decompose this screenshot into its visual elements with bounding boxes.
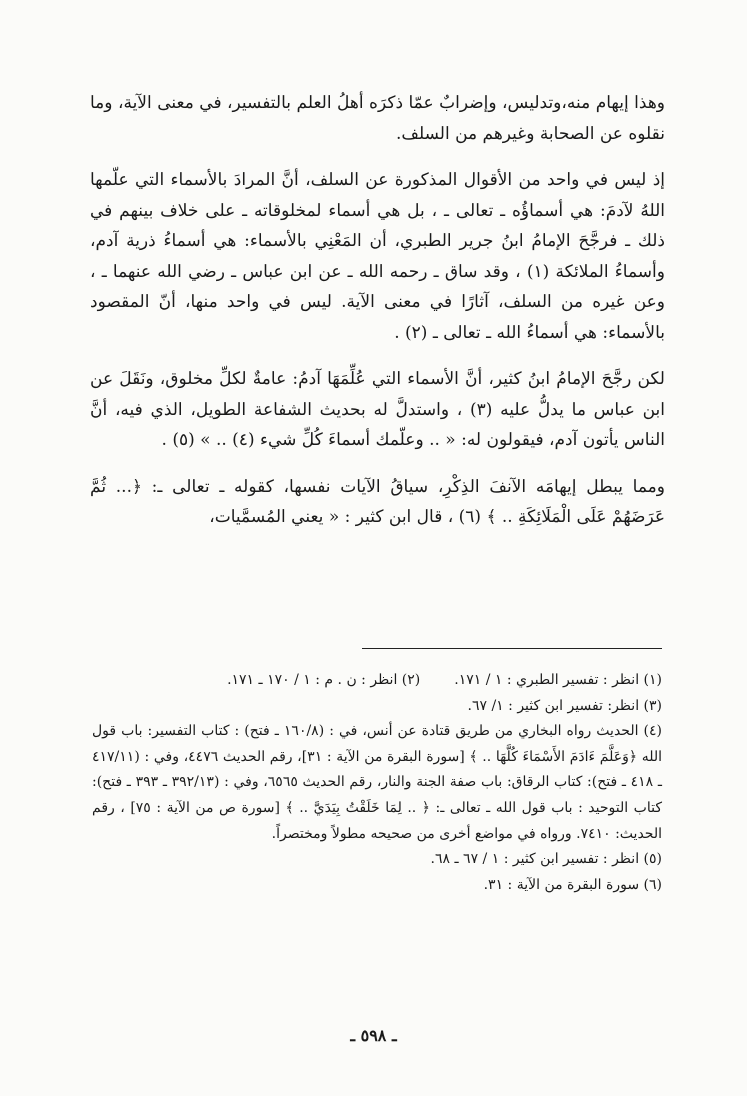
footnotes — [92, 668, 662, 898]
paragraph-1: وهذا إيهام منه،وتدليس، وإضرابٌ عمّا ذكرَه أهلُ العلم بالتفسير، في معنى الآية، وما نقلوه عن الصحابة وغيرهم من السلف. — [90, 93, 665, 144]
footnote-6: (٦) سورة البقرة من الآية : ٣١. — [483, 876, 662, 893]
footnote-5: (٥) انظر : تفسير ابن كثير : ١ / ٦٧ ـ ٦٨. — [430, 851, 662, 868]
page-number: ـ ٥٩٨ ـ — [350, 1026, 397, 1045]
footnote-row-1-2 — [92, 668, 662, 694]
footnote-divider — [362, 648, 662, 649]
footnote-2: (٢) انظر : ن . م : ١ / ١٧٠ ـ ١٧١. — [227, 672, 421, 688]
paragraph-4: ومما يبطل إيهامَه الآنفَ الذِكْرِ، سياقُ الآيات نفسها، كقوله ـ تعالى ـ: ﴿... ثُمَّ عَرَضَهُمْ عَلَى الْمَلَائِكَةِ .. ﴾ (٦) ، قال ابن كثير : « يعني المُسمَّيات، — [90, 476, 665, 527]
paragraph-3: لكن رجَّحَ الإمامُ ابنُ كثير، أنَّ الأسماء التي عُلِّمَهَا آدمُ: عامةٌ لكلِّ مخلوق، ونَقَلَ عن ابن عباس ما يدلُّ عليه (٣) ، واستدلَّ له بحديث الشفاعة الطويل، الذي فيه، أنَّ الناس يأتون آدم، فيقولون له: « .. وعلّمك أسماءَ كُلِّ شيء (٤) .. » (٥) . — [90, 369, 665, 450]
footnote-3: (٣) انظر: تفسير ابن كثير : ١/ ٦٧. — [467, 697, 662, 714]
footnote-1: (١) انظر : تفسير الطبري : ١ / ١٧١. — [454, 672, 662, 688]
footnote-4: (٤) الحديث رواه البخاري من طريق قتادة عن أنس، في : (١٦٠/٨ ـ فتح) : كتاب التفسير: باب قول الله ﴿وَعَلَّمَ ءَادَمَ الأَسْمَاءَ كُلَّهَا .. ﴾ [سورة البقرة من الآية : ٣١]، رقم الحديث ٤٤٧٦، وفي : (٤١٧/١١ ـ ٤١٨ ـ فتح): كتاب الرقاق: باب صفة الجنة والنار، رقم الحديث ٦٥٦٥، وفي : (٣٩٢/١٣ ـ ٣٩٣ ـ فتح): كتاب التوحيد : باب قول الله ـ تعالى ـ: ﴿ .. لِمَا خَلَقْتُ بِيَدَيَّ .. ﴾ [سورة ص من الآية : ٧٥] ، رقم الحديث: ٧٤١٠. ورواه في مواضع أخرى من صحيحه مطولاً ومختصراً. — [92, 723, 663, 842]
paragraph-2: إذ ليس في واحد من الأقوال المذكورة عن السلف، أنَّ المرادَ بالأسماء التي علّمها اللهُ لآدمَ: هي أسماؤُه ـ تعالى ـ ، بل هي أسماء لمخلوقاته ـ على خلاف بينهم في ذلك ـ فرجَّحَ الإمامُ ابنُ جرير الطبري، أن المَعْنِي بالأسماء: هي أسماءُ ذرية آدم، وأسماءُ الملائكة (١) ، وقد ساق ـ رحمه الله ـ عن ابن عباس ـ رضي الله عنهما ـ ، وعن غيره من السلف، آثارًا في معنى الآية. ليس في واحد منها، أنّ المقصود بالأسماء: هي أسماءُ الله ـ تعالى ـ (٢) . — [90, 170, 665, 343]
main-text — [90, 88, 665, 533]
